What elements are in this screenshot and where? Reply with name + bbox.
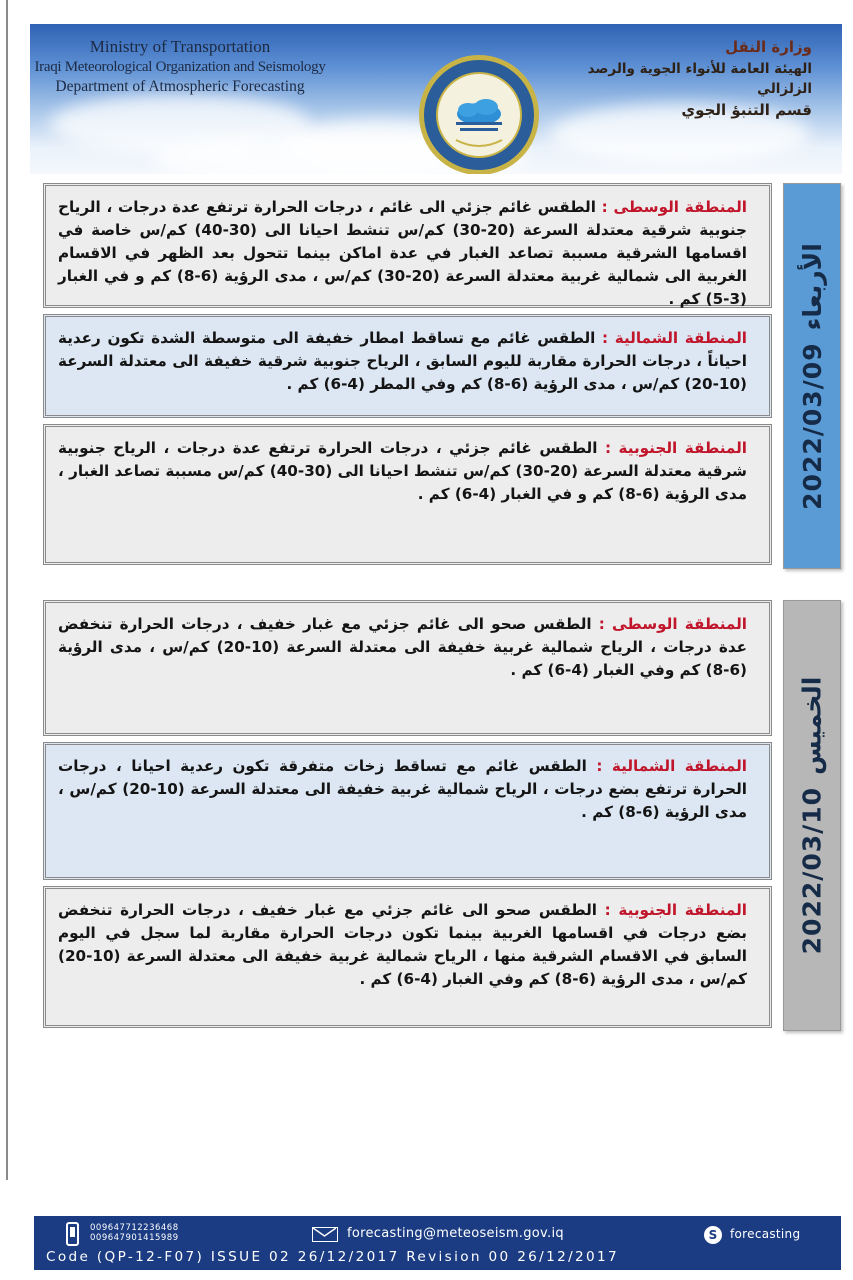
forecast-box-north-day2 <box>43 742 772 880</box>
forecast-box-north-day1 <box>43 314 772 418</box>
day-tab-thursday <box>783 600 841 1031</box>
region-label: المنطقة الشمالية : <box>602 329 747 347</box>
day-tab-wednesday <box>783 183 841 569</box>
phone-numbers <box>90 1224 179 1244</box>
day-name: الأربعاء <box>797 242 827 330</box>
ministry-name-ar: وزارة النقل <box>725 38 812 56</box>
forecast-box-central-day1 <box>43 183 772 308</box>
forecast-box-south-day1 <box>43 424 772 565</box>
envelope-icon <box>312 1227 338 1242</box>
phone-number-1: 009647712236468 <box>90 1223 179 1233</box>
english-title-block <box>30 36 330 97</box>
page-edge-rule <box>6 0 8 1180</box>
region-forecast-text: الطقس غائم جزئي الى غائم ، درجات الحرارة ترتفع عدة درجات ، الرياح جنوبية شرقية معتدلة السرعة (20-30) كم/س تنشط احيانا الى (30-40) كم/س خاصة في اقسامها الشرقية مسببة تصاعد الغبار في عدة اماكن بينما تتحول بعد الظهر في الاقسام الغربية الى شمالية غربية معتدلة السرعة (20-30) كم/س ، مدى الرؤية (6-8) كم و في الغبار (3-5) كم . <box>58 198 747 309</box>
region-forecast-text: الطقس غائم جزئي ، درجات الحرارة ترتفع عدة درجات ، الرياح جنوبية شرقية معتدلة السرعة (20-30) كم/س تنشط احيانا الى (30-40) كم/س مسببة تصاعد الغبار ، مدى الرؤية (6-8) كم و في الغبار (4-6) كم . <box>58 439 747 504</box>
skype-icon: S <box>704 1226 722 1244</box>
region-label: المنطقة الجنوبية : <box>604 901 747 919</box>
region-label: المنطقة الوسطى : <box>601 198 747 216</box>
region-label: المنطقة الجنوبية : <box>604 439 747 457</box>
region-forecast-text: الطقس غائم مع تساقط زخات متفرقة تكون رعدية احيانا ، درجات الحرارة ترتفع بضع درجات ، الرياح شمالية غربية خفيفة الى معتدلة السرعة (10-20) كم/س ، مدى الرؤية (6-8) كم . <box>58 757 747 822</box>
document-footer <box>34 1216 841 1270</box>
organization-name-ar: الهيئة العامة للأنواء الجوية والرصد الزلزالي <box>587 60 812 97</box>
letterhead-banner <box>30 24 842 174</box>
forecast-box-south-day2 <box>43 886 772 1028</box>
document-code-line: Code (QP-12-F07) ISSUE 02 26/12/2017 Revision 00 26/12/2017 <box>46 1249 620 1265</box>
day-name: الخميس <box>797 676 827 775</box>
contact-email[interactable]: forecasting@meteoseism.gov.iq <box>347 1226 564 1241</box>
day-date: 2022/03/09 <box>797 341 827 510</box>
department-name-en: Department of Atmospheric Forecasting <box>55 77 305 95</box>
department-name-ar: قسم التنبؤ الجوي <box>681 101 812 119</box>
ministry-name-en: Ministry of Transportation <box>89 37 271 56</box>
phone-number-2: 009647901415989 <box>90 1232 179 1243</box>
organization-seal-icon <box>416 52 542 174</box>
region-label: المنطقة الشمالية : <box>596 757 747 775</box>
arabic-title-block <box>542 36 812 122</box>
region-forecast-text: الطقس غائم مع تساقط امطار خفيفة الى متوسطة الشدة تكون رعدية احياناً ، درجات الحرارة مقاربة لليوم السابق ، الرياح جنوبية شرقية خفيفة الى معتدلة السرعة (10-20) كم/س ، مدى الرؤية (6-8) كم وفي المطر (4-6) كم . <box>58 329 747 394</box>
phone-icon <box>66 1222 79 1246</box>
day-date: 2022/03/10 <box>797 786 827 955</box>
region-forecast-text: الطقس صحو الى غائم جزئي مع غبار خفيف ، درجات الحرارة تنخفض عدة درجات ، الرياح شمالية غربية خفيفة الى معتدلة السرعة (10-20) كم/س ، مدى الرؤية (6-8) كم وفي الغبار (4-6) كم . <box>58 615 747 680</box>
skype-handle: forecasting <box>730 1227 801 1241</box>
organization-name-en: Iraqi Meteorological Organization and Seismology <box>34 58 326 75</box>
forecast-box-central-day2 <box>43 600 772 736</box>
region-forecast-text: الطقس صحو الى غائم جزئي مع غبار خفيف ، درجات الحرارة تنخفض بضع درجات في اقسامها الغربية بينما تكون درجات الحرارة مقاربة لما سجل في اليوم السابق في الاقسام الشرقية منها ، الرياح شمالية غربية خفيفة الى معتدلة السرعة (10-20) كم/س ، مدى الرؤية (6-8) كم وفي الغبار (4-6) كم . <box>58 901 747 989</box>
region-label: المنطقة الوسطى : <box>598 615 747 633</box>
